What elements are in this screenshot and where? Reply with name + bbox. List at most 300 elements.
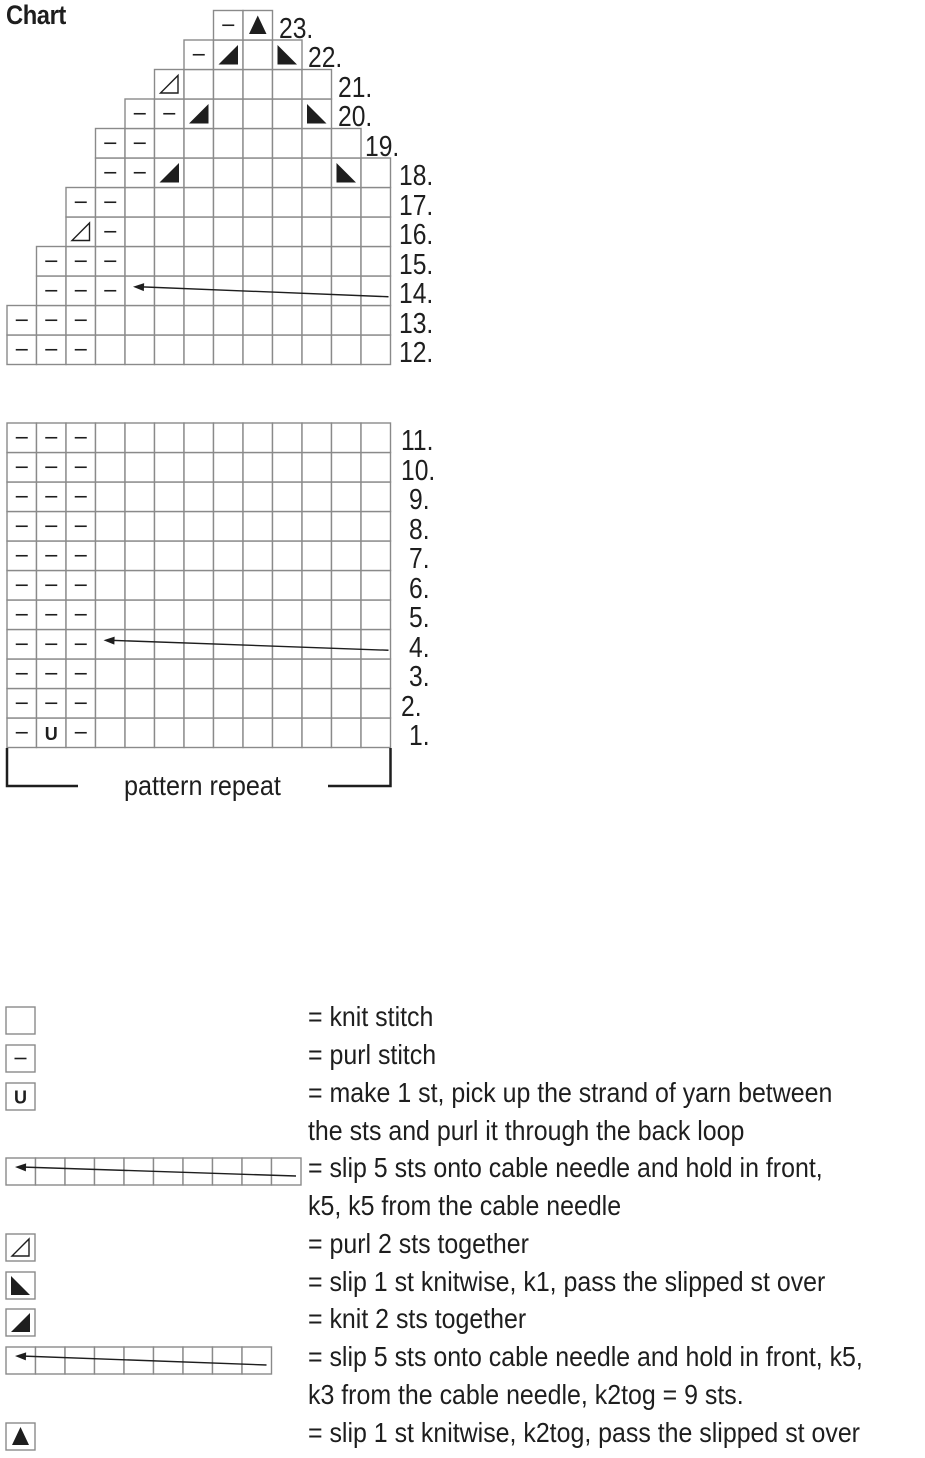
stitch-cell [155,423,185,453]
stitch-cell [361,541,391,571]
stitch-cell [332,482,362,512]
cell-box [96,718,126,748]
cell-box [361,453,391,483]
stitch-cell [7,423,37,453]
cell-box [361,217,391,247]
stitch-cell [273,423,303,453]
stitch-cell [361,335,391,365]
stitch-cell [361,482,391,512]
stitch-cell [7,482,37,512]
stitch-cell [243,423,273,453]
stitch-cell [37,541,67,571]
stitch-cell [273,600,303,630]
stitch-cell [155,630,185,660]
stitch-cell [332,158,362,188]
stitch-cell [184,335,214,365]
legend-symbol-k2tog [5,1308,37,1338]
cell-box [332,335,362,365]
stitch-cell [243,689,273,719]
cell-box [184,188,214,218]
stitch-cell [37,482,67,512]
stitch-cell [184,99,214,129]
stitch-cell [37,630,67,660]
legend-symbol-p2tog [5,1233,37,1263]
cell-box [96,689,126,719]
stitch-cell [302,217,332,247]
cell-box [242,1347,272,1374]
cell-box [243,423,273,453]
stitch-cell [66,453,96,483]
cell-box [273,571,303,601]
cell-box [332,453,362,483]
cell-box [243,247,273,277]
cell-box [332,541,362,571]
cell-box [6,1158,36,1185]
row-number: 1. [408,720,430,752]
stitch-cell [125,659,155,689]
stitch-cell [302,718,332,748]
stitch-cell [125,423,155,453]
cell-box [125,571,155,601]
cell-box [96,335,126,365]
cell-box [36,1158,66,1185]
stitch-cell [302,512,332,542]
cell-box [361,659,391,689]
stitch-cell [332,453,362,483]
stitch-cell [361,689,391,719]
legend-text: = slip 5 sts onto cable needle and hold in front, [308,1152,823,1183]
cell-box [214,659,244,689]
cell-box [6,1007,35,1034]
cell-box [243,630,273,660]
stitch-cell [37,512,67,542]
stitch-cell [96,541,126,571]
cell-box [125,689,155,719]
make-one-symbol: U [14,1087,27,1108]
cell-box [184,306,214,336]
cell-box [183,1347,213,1374]
stitch-cell [302,541,332,571]
stitch-cell [214,482,244,512]
cell-box [6,1347,36,1374]
stitch-cell [243,129,273,159]
cell-box [302,453,332,483]
cell-box [184,158,214,188]
stitch-cell [332,512,362,542]
stitch-cell [125,453,155,483]
cell-box [214,99,244,129]
stitch-cell [125,217,155,247]
cell-box [243,99,273,129]
stitch-cell [66,247,96,277]
cell-box [214,718,244,748]
stitch-cell [125,129,155,159]
cell-box [214,129,244,159]
cell-box [332,512,362,542]
stitch-cell [214,129,244,159]
cell-box [361,423,391,453]
legend-text: the sts and purl it through the back loop [308,1115,745,1146]
stitch-cell [302,188,332,218]
stitch-cell [125,276,155,306]
stitch-cell [96,129,126,159]
cell-box [214,158,244,188]
row-number: 2. [400,690,422,723]
cell-box [214,335,244,365]
cell-box [125,600,155,630]
stitch-cell [155,541,185,571]
stitch-cell [332,541,362,571]
stitch-cell [214,40,244,70]
stitch-cell [361,630,391,660]
cell-box [361,188,391,218]
cell-box [184,689,214,719]
row-number: 15. [398,248,433,281]
cell-box [96,600,126,630]
stitch-cell [243,188,273,218]
cell-box [332,600,362,630]
legend-text: = slip 1 st knitwise, k1, pass the slipped st over [308,1266,826,1297]
cell-box [302,335,332,365]
cell-box [273,70,303,100]
stitch-cell [66,335,96,365]
cell-box [95,1347,125,1374]
cell-box [214,689,244,719]
bracket-right [328,748,391,786]
stitch-cell [184,453,214,483]
cell-box [243,70,273,100]
row-number: 7. [408,543,430,575]
stitch-cell [243,40,273,70]
cell-box [214,306,244,336]
stitch-cell [125,99,155,129]
cell-box [302,129,332,159]
stitch-cell [37,571,67,601]
cell-box [214,247,244,277]
stitch-cell [155,158,185,188]
cell-box [155,217,185,247]
stitch-cell [184,482,214,512]
cell-box [96,482,126,512]
cell-box [65,1347,95,1374]
stitch-cell [66,571,96,601]
stitch-cell [302,482,332,512]
stitch-cell [361,659,391,689]
stitch-cell [361,512,391,542]
cell-box [213,1158,243,1185]
stitch-cell [332,689,362,719]
legend-text: = slip 5 sts onto cable needle and hold in front, k5, [308,1341,863,1372]
stitch-cell [273,247,303,277]
cell-box [125,659,155,689]
stitch-cell [273,335,303,365]
stitch-cell [66,630,96,660]
stitch-cell [214,306,244,336]
stitch-cell [96,453,126,483]
stitch-cell [332,600,362,630]
cell-box [243,541,273,571]
stitch-cell [302,571,332,601]
cell-box [273,689,303,719]
row-number: 8. [408,513,430,546]
stitch-cell [361,718,391,748]
cell-box [361,335,391,365]
legend-text: = make 1 st, pick up the strand of yarn between [308,1077,833,1108]
cell-box [183,1158,213,1185]
cell-box [184,718,214,748]
stitch-cell [214,70,244,100]
legend-symbol-knit [5,1006,37,1036]
stitch-cell [273,482,303,512]
stitch-cell [302,453,332,483]
stitch-cell [214,99,244,129]
cell-box [243,482,273,512]
stitch-cell [125,571,155,601]
cell-box [243,689,273,719]
cell-box [155,630,185,660]
cell-box [332,217,362,247]
stitch-cell [125,718,155,748]
cell-box [302,247,332,277]
cell-box [214,571,244,601]
cell-box [332,247,362,277]
stitch-cell [214,571,244,601]
stitch-cell [214,659,244,689]
stitch-cell [273,718,303,748]
stitch-cell [332,659,362,689]
stitch-cell [7,512,37,542]
cell-box [36,1347,66,1374]
cell-box [214,541,244,571]
stitch-cell [66,306,96,336]
stitch-cell [332,217,362,247]
stitch-cell [332,423,362,453]
stitch-cell [243,659,273,689]
row-number: 3. [408,661,430,693]
cell-box [332,188,362,218]
stitch-cell [7,453,37,483]
pattern-repeat-label: pattern repeat [124,770,281,801]
stitch-cell [184,541,214,571]
stitch-cell [7,659,37,689]
cell-box [184,70,214,100]
stitch-cell [361,423,391,453]
cell-box [184,541,214,571]
cell-box [184,453,214,483]
stitch-cell [243,335,273,365]
stitch-cell [184,718,214,748]
stitch-cell [125,541,155,571]
stitch-cell [155,129,185,159]
stitch-cell [125,335,155,365]
stitch-cell [66,600,96,630]
stitch-cell [243,11,273,41]
stitch-cell [37,718,67,748]
stitch-cell [214,453,244,483]
stitch-cell [332,571,362,601]
cell-box [273,306,303,336]
cell-box [273,718,303,748]
cell-box [332,276,362,306]
cell-box [184,659,214,689]
stitch-cell [37,689,67,719]
row-number: 4. [408,631,430,664]
make-one-symbol: U [44,723,58,744]
cell-box [96,630,126,660]
cell-box [184,335,214,365]
stitch-cell [184,70,214,100]
stitch-cell [273,158,303,188]
cell-box [125,482,155,512]
stitch-cell [125,630,155,660]
cell-box [273,335,303,365]
cell-box [65,1158,95,1185]
cell-box [125,217,155,247]
cell-box [273,217,303,247]
cell-box [125,512,155,542]
cell-box [214,453,244,483]
stitch-cell [125,158,155,188]
stitch-cell [96,158,126,188]
stitch-cell [7,571,37,601]
stitch-cell [243,541,273,571]
stitch-cell [302,600,332,630]
stitch-cell [7,335,37,365]
stitch-cell [214,158,244,188]
cell-box [243,718,273,748]
cell-box [243,158,273,188]
cell-box [243,40,273,70]
row-number: 11. [400,425,433,457]
stitch-cell [184,571,214,601]
stitch-cell [361,188,391,218]
stitch-cell [96,247,126,277]
cell-box [214,600,244,630]
stitch-cell [243,217,273,247]
stitch-cell [214,600,244,630]
stitch-cell [96,718,126,748]
stitch-cell [214,423,244,453]
cell-box [184,423,214,453]
cell-box [302,600,332,630]
stitch-cell [214,541,244,571]
cell-box [273,158,303,188]
cell-box [214,70,244,100]
row-number: 5. [408,602,430,634]
stitch-cell [273,99,303,129]
stitch-cell [66,659,96,689]
stitch-cell [184,689,214,719]
stitch-cell [214,689,244,719]
stitch-cell [155,512,185,542]
stitch-cell [243,99,273,129]
cell-box [243,453,273,483]
cell-box [155,482,185,512]
stitch-cell [7,541,37,571]
stitch-cell [243,482,273,512]
cell-box [302,217,332,247]
row-number: 21. [337,71,372,104]
row-number: 6. [408,572,430,605]
cell-box [302,188,332,218]
stitch-cell [184,423,214,453]
cell-box [96,306,126,336]
stitch-cell [273,188,303,218]
cell-box [214,188,244,218]
cell-box [332,659,362,689]
cell-box [155,659,185,689]
cell-box [332,571,362,601]
stitch-cell [96,482,126,512]
cell-box [302,306,332,336]
stitch-cell [37,335,67,365]
stitch-cell [302,247,332,277]
cell-box [273,512,303,542]
cell-box [332,423,362,453]
stitch-cell [332,718,362,748]
stitch-cell [155,718,185,748]
cell-box [125,630,155,660]
cell-box [214,217,244,247]
cell-box [302,571,332,601]
stitch-cell [96,188,126,218]
stitch-cell [332,335,362,365]
cell-box [361,630,391,660]
stitch-cell [243,247,273,277]
stitch-cell [273,453,303,483]
row-number: 20. [337,101,372,133]
cell-box [302,689,332,719]
stitch-cell [155,453,185,483]
cell-box [273,630,303,660]
cell-box [155,247,185,277]
row-number: 13. [398,307,433,340]
stitch-cell [7,630,37,660]
stitch-cell [184,659,214,689]
stitch-cell [155,217,185,247]
stitch-cell [332,276,362,306]
stitch-cell [96,217,126,247]
stitch-cell [155,482,185,512]
stitch-cell [243,571,273,601]
cell-box [125,423,155,453]
cell-box [302,158,332,188]
stitch-cell [302,335,332,365]
cell-box [96,541,126,571]
cell-box [155,718,185,748]
stitch-cell [273,306,303,336]
cell-box [273,129,303,159]
cell-box [125,306,155,336]
stitch-cell [302,158,332,188]
stitch-cell [273,689,303,719]
stitch-cell [214,718,244,748]
legend-text: = purl 2 sts together [308,1228,529,1259]
stitch-cell [214,512,244,542]
row-number: 19. [365,130,400,163]
cell-box [155,188,185,218]
stitch-cell [66,423,96,453]
cell-box [243,512,273,542]
cell-box [361,276,391,306]
stitch-cell [66,718,96,748]
stitch-cell [96,571,126,601]
stitch-cell [302,276,332,306]
stitch-cell [184,512,214,542]
cell-box [125,276,155,306]
cell-box [243,217,273,247]
cell-box [302,630,332,660]
